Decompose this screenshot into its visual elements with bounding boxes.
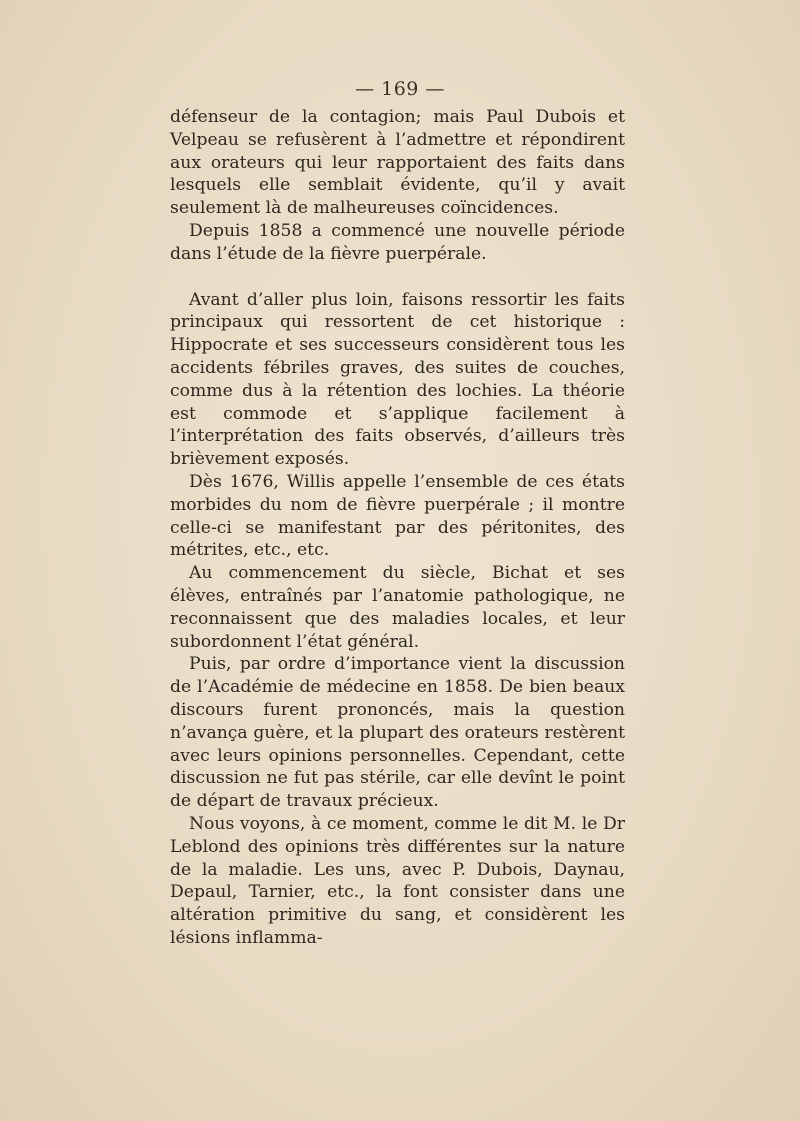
paragraph-new-period: Depuis 1858 a commencé une nouvelle période dans l’étude de la fièvre puerpérale. [170,220,625,264]
page-number: — 169 — [355,78,445,100]
paragraph-contagion: défenseur de la contagion; mais Paul Dubois et Velpeau se refusèrent à l’admettre et répondirent aux orateurs qui leur rapportaient des faits dans lesquels elle semblait évidente, qu’il y avait seulement là de malheureuses coïncidences. [170,107,625,219]
body-text [170,106,625,950]
paragraph-bichat: Au commencement du siècle, Bichat et ses élèves, entraînés par l’anatomie pathologique, ne reconnaissent que des maladies locales, et leur subordonnent l’état général. [170,563,625,652]
paragraph-historique: Avant d’aller plus loin, faisons ressortir les faits principaux qui ressortent de cet historique : Hippocrate et ses successeurs considèrent tous les accidents fébriles graves, des suites de couches, comme dus à la rétention des lochies. La théorie est commode et s’applique facilement à l’interprétation des faits observés, d’ailleurs très brièvement exposés. [170,289,625,470]
paragraph-leblond: Nous voyons, à ce moment, comme le dit M. le Dr Leblond des opinions très différentes sur la nature de la maladie. Les uns, avec P. Dubois, Daynau, Depaul, Tarnier, etc., la font consister dans une altération primitive du sang, et considèrent les lésions inflamma- [170,813,625,948]
paragraph-willis: Dès 1676, Willis appelle l’ensemble de ces états morbides du nom de fièvre puerpérale ; il montre celle-ci se manifestant par des péritonites, des métrites, etc., etc. [170,471,625,561]
paragraph-academie: Puis, par ordre d’importance vient la discussion de l’Académie de médecine en 1858. De bien beaux discours furent prononcés, mais la question n’avança guère, et la plupart des orateurs restèrent avec leurs opinions personnelles. Cependant, cette discussion ne fut pas stérile, car elle devînt le point de départ de travaux précieux. [170,654,625,812]
